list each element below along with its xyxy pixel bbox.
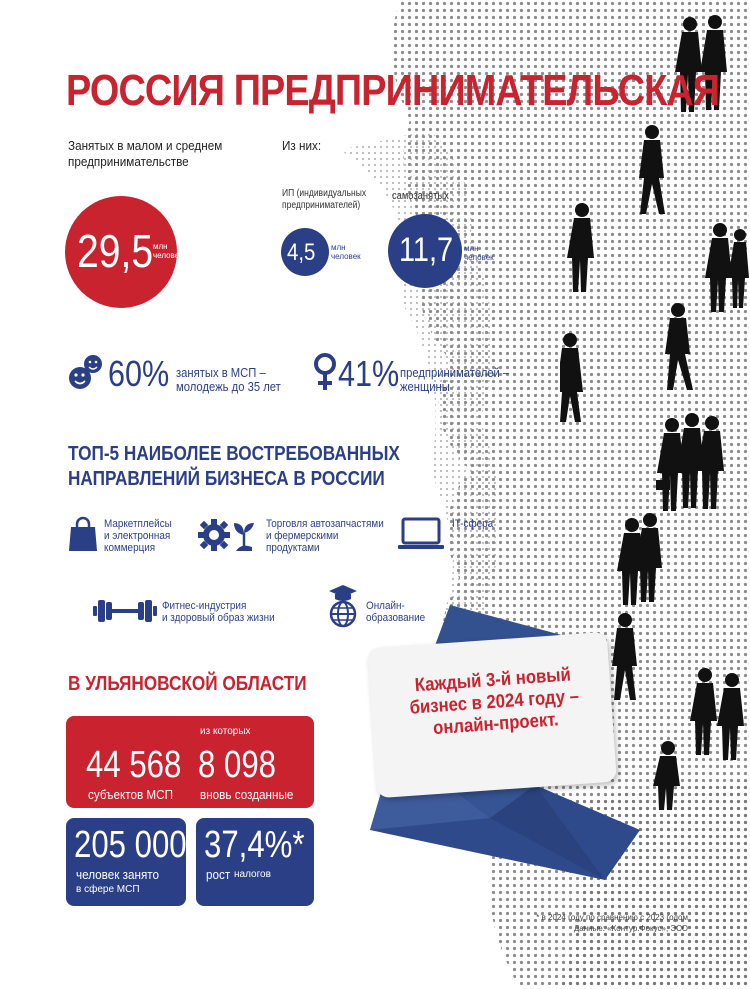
employed-circle — [65, 196, 183, 308]
women-value: 41% — [338, 353, 400, 394]
graduation-globe-icon — [326, 583, 360, 629]
biz-item-marketplaces: Маркетплейсы и электронная коммерция — [104, 518, 172, 554]
note-text: Каждый 3-й новый бизнес в 2024 году – онлайн-проект. — [408, 664, 580, 740]
region-title: В УЛЬЯНОВСКОЙ ОБЛАСТИ — [68, 673, 307, 695]
employed-unit: млн человек — [153, 242, 183, 260]
self-employed-value: 11,7 — [399, 231, 454, 269]
people-label: человек занято — [76, 867, 160, 882]
employed-label: Занятых в малом и среднем предпринимательстве — [68, 138, 223, 169]
top5-title: ТОП-5 НАИБОЛЕЕ ВОСТРЕБОВАННЫХ НАПРАВЛЕНИЙ БИЗНЕСА В РОССИИ — [68, 443, 400, 490]
taxes-value: 37,4%* — [204, 824, 305, 866]
ip-value: 4,5 — [287, 239, 316, 266]
self-employed-label: самозанятых — [392, 190, 449, 202]
new-prefix: из которых — [200, 726, 251, 737]
laptop-icon — [398, 517, 444, 551]
footnote: * в 2024 году по сравнению с 2023 годом Данные: «Контур.Фокус», ЭСО — [536, 913, 688, 933]
women-desc: предпринимателей – женщины — [400, 366, 510, 394]
self-employed-circle — [388, 214, 494, 288]
youth-desc: занятых в МСП – молодежь до 35 лет — [176, 366, 281, 394]
youth-value: 60% — [108, 353, 170, 394]
smiley-faces-icon — [66, 352, 106, 392]
female-symbol-icon — [312, 352, 338, 392]
gear-sprout-icon — [196, 517, 258, 553]
subjects-value: 44 568 — [86, 744, 182, 786]
people-sublabel: в сфере МСП — [76, 884, 140, 895]
biz-item-fitness: Фитнес-индустрия и здоровый образ жизни — [162, 600, 275, 624]
of-them-label: Из них: — [282, 138, 322, 153]
biz-item-auto-parts: Торговля автозапчастями и фермерскими продуктами — [266, 518, 384, 554]
shopping-bag-icon — [68, 515, 98, 553]
subjects-label: субъектов МСП — [88, 787, 174, 802]
ip-label: ИП (индивидуальных предпринимателей) — [282, 188, 367, 211]
new-label: вновь созданные — [200, 787, 294, 802]
region-taxes-card — [196, 818, 314, 906]
taxes-sublabel: налогов — [234, 869, 271, 880]
page-title: РОССИЯ ПРЕДПРИНИМАТЕЛЬСКАЯ — [66, 66, 720, 115]
note-card — [367, 632, 617, 798]
people-value: 205 000 — [74, 824, 187, 866]
biz-item-online-education: Онлайн- образование — [366, 600, 426, 624]
self-employed-unit: млн человек — [464, 244, 494, 262]
new-value: 8 098 — [198, 744, 276, 786]
ip-circle — [281, 228, 361, 276]
biz-item-it: IT-сфера — [452, 518, 494, 530]
dumbbell-icon — [93, 598, 157, 624]
employed-value: 29,5 — [77, 225, 154, 277]
ip-unit: млн человек — [331, 243, 361, 261]
taxes-label: рост — [206, 867, 231, 882]
region-subjects-card — [66, 716, 314, 808]
region-people-card — [66, 818, 186, 906]
